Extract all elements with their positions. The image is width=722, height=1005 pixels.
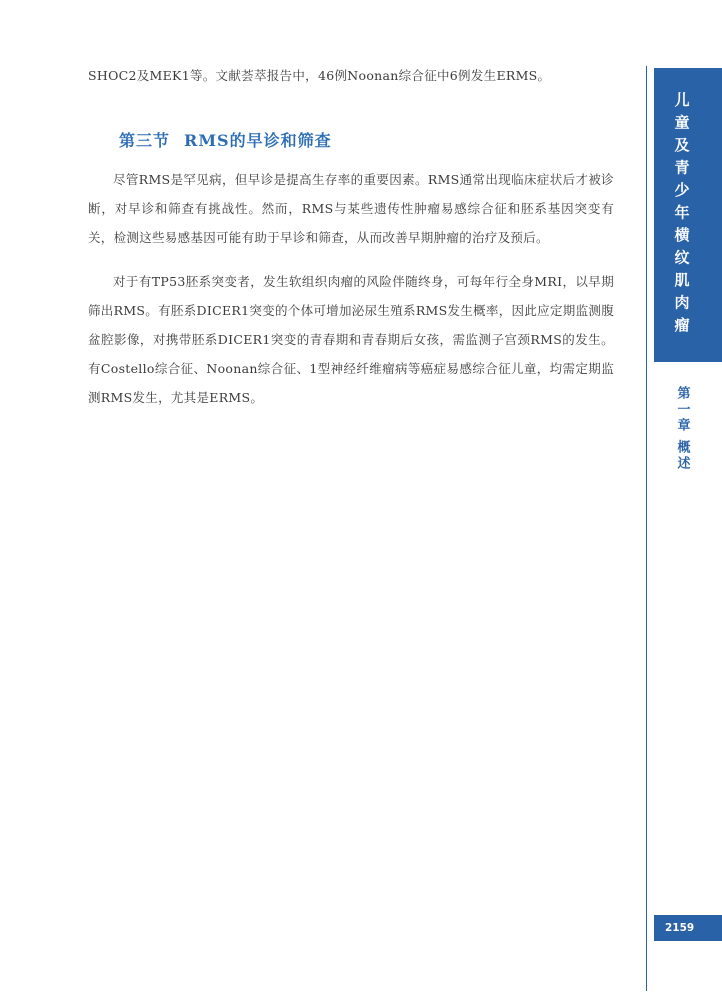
chapter-title-label [654,440,710,472]
body-paragraph-1: 尽管RMS是罕见病，但早诊是提高生存率的重要因素。RMS通常出现临床症状后才被诊断，对早诊和筛查有挑战性。然而，RMS与某些遗传性肿瘤易感综合征和胚系基因突变有关，检测这些易感基因可能有助于早诊和筛查，从而改善早期肿瘤的治疗及预后。 [88,172,614,245]
book-title-tab [654,68,722,362]
page-number: 2159 [654,915,722,941]
chapter-number-vertical: 第一章 [674,386,690,434]
section-number: 第三节 [119,131,171,150]
section-heading [119,128,332,151]
body-paragraph-2: 对于有TP53胚系突变者，发生软组织肉瘤的风险伴随终身，可每年行全身MRI，以早期筛出RMS。有胚系DICER1突变的个体可增加泌尿生殖系RMS发生概率，因此应定期监测腹盆腔影像，对携带胚系DICER1突变的青春期和青春期后女孩，需监测子宫颈RMS的发生。有Costello综合征、Noonan综合征、1型神经纤维瘤病等癌症易感综合征儿童，均需定期监测RMS发生，尤其是ERMS。 [88,274,614,405]
margin-divider-line [646,66,647,991]
chapter-label [654,386,710,434]
book-title-vertical: 儿童及青少年横纹肌肉瘤 [672,92,691,340]
section-title: RMS的早诊和筛查 [184,131,332,150]
intro-paragraph: SHOC2及MEK1等。文献荟萃报告中，46例Noonan综合征中6例发生ERMS。 [88,68,551,83]
chapter-title-vertical: 概述 [674,440,690,472]
